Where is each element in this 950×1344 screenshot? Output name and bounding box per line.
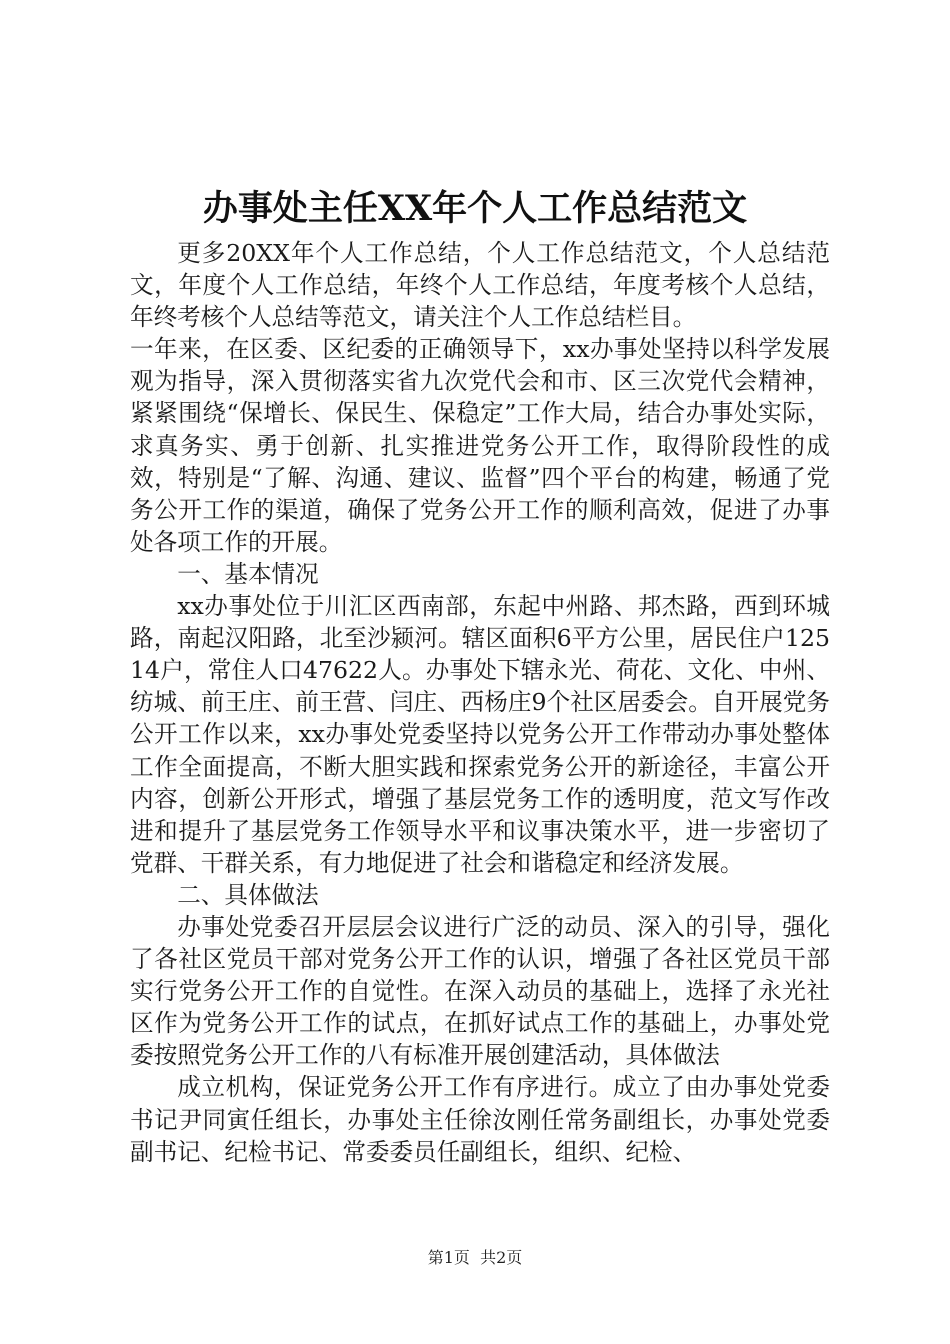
- paragraph-organization: 成立机构，保证党务公开工作有序进行。成立了由办事处党委书记尹同寅任组长，办事处主任徐汝刚任常务副组长，办事处党委副书记、纪检书记、常委委员任副组长，组织、纪检、: [130, 1073, 830, 1166]
- document-title: 办事处主任XX年个人工作总结范文: [202, 188, 748, 229]
- section-heading-methods: 二、具体做法: [177, 880, 319, 909]
- page-total: 共2页: [480, 1248, 523, 1267]
- section-heading-basic: 一、基本情况: [177, 559, 319, 588]
- paragraph-summary: 一年来，在区委、区纪委的正确领导下，xx办事处坚持以科学发展观为指导，深入贯彻落实省九次党代会和市、区三次党代会精神，紧紧围绕“保增长、保民生、保稳定”工作大局，结合办事处实际，求真务实、勇于创新、扎实推进党务公开工作，取得阶段性的成效，特别是“了解、沟通、建议、监督”四个平台的构建，畅通了党务公开工作的渠道，确保了党务公开工作的顺利高效，促进了办事处各项工作的开展。: [130, 335, 830, 556]
- document-body: [130, 237, 830, 1168]
- paragraph-methods: 办事处党委召开层层会议进行广泛的动员、深入的引导，强化了各社区党员干部对党务公开工作的认识，增强了各社区党员干部实行党务公开工作的自觉性。在深入动员的基础上，选择了永光社区作为党务公开工作的试点，在抓好试点工作的基础上，办事处党委按照党务公开工作的八有标准开展创建活动，具体做法: [130, 912, 830, 1070]
- page-number: 第1页: [427, 1248, 470, 1267]
- paragraph-basic-situation: xx办事处位于川汇区西南部，东起中州路、邦杰路，西到环城路，南起汉阳路，北至沙颍河。辖区面积6平方公里，居民住户12514户，常住人口47622人。办事处下辖永光、荷花、文化、中州、纺城、前王庄、前王营、闫庄、西杨庄9个社区居委会。自开展党务公开工作以来，xx办事处党委坚持以党务公开工作带动办事处整体工作全面提高，不断大胆实践和探索党务公开的新途径，丰富公开内容，创新公开形式，增强了基层党务工作的透明度，范文写作改进和提升了基层党务工作领导水平和议事决策水平，进一步密切了党群、干群关系，有力地促进了社会和谐稳定和经济发展。: [130, 592, 830, 877]
- paragraph-intro: 更多20XX年个人工作总结，个人工作总结范文，个人总结范文，年度个人工作总结，年终个人工作总结，年度考核个人总结，年终考核个人总结等范文，请关注个人工作总结栏目。: [130, 239, 830, 332]
- page-footer: [0, 1245, 950, 1268]
